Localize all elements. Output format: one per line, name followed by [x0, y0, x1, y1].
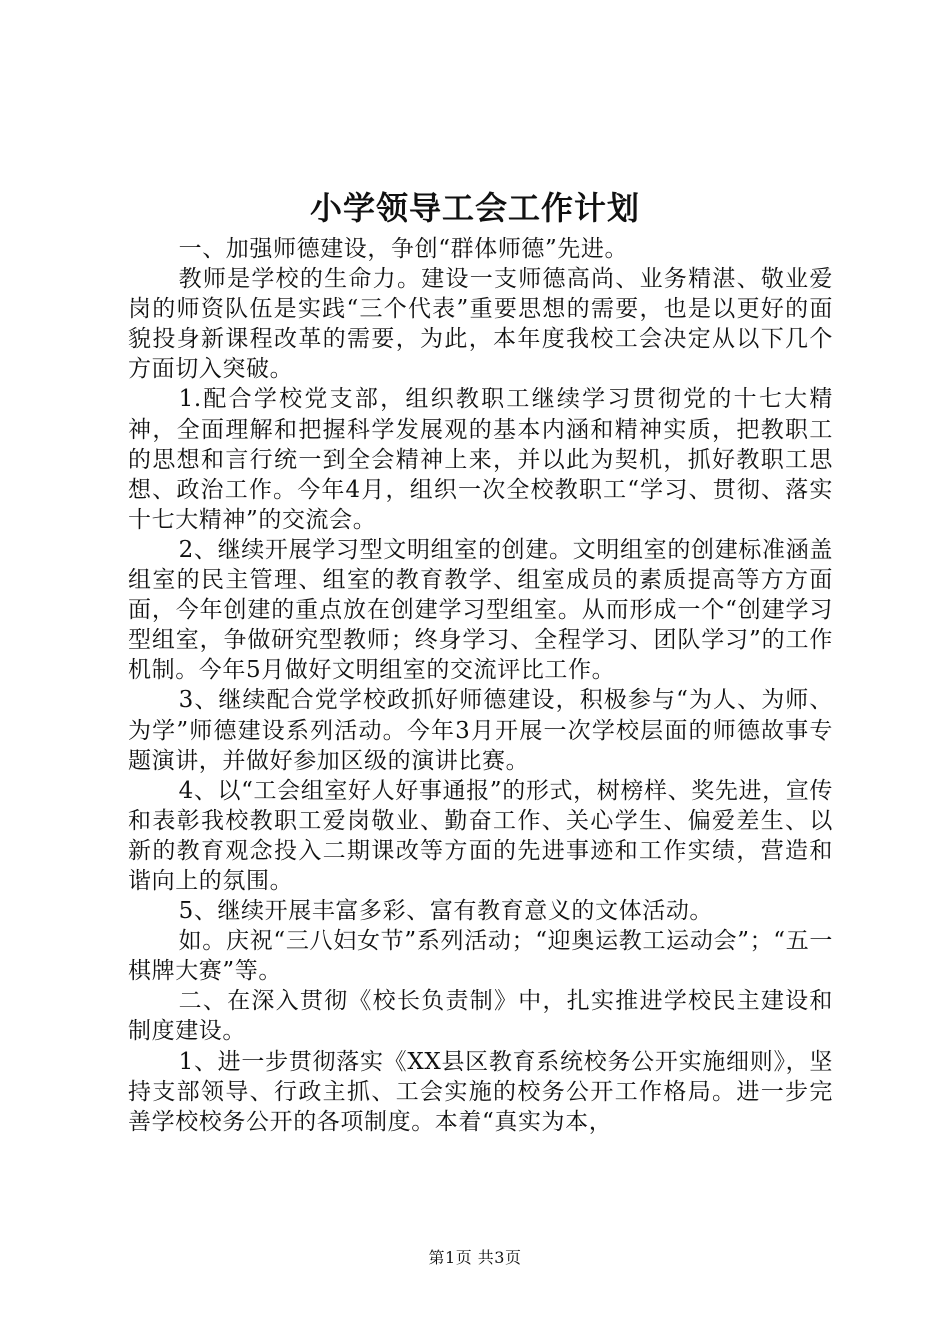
paragraph-item-3: 3、继续配合党学校政抓好师德建设，积极参与“为人、为师、为学”师德建设系列活动。今年3月开展一次学校层面的师德故事专题演讲，并做好参加区级的演讲比赛。 — [128, 687, 833, 774]
document-title: 小学领导工会工作计划 — [309, 189, 640, 227]
paragraph-intro: 教师是学校的生命力。建设一支师德高尚、业务精湛、敬业爱岗的师资队伍是实践“三个代表”重要思想的需要，也是以更好的面貌投身新课程改革的需要，为此，本年度我校工会决定从以下几个方面切入突破。 — [128, 266, 833, 383]
paragraph-section-1-heading: 一、加强师德建设，争创“群体师德”先进。 — [178, 236, 629, 262]
paragraph-item-5: 5、继续开展丰富多彩、富有教育意义的文体活动。 — [178, 898, 714, 925]
paragraph-item-2: 2、继续开展学习型文明组室的创建。文明组室的创建标准涵盖组室的民主管理、组室的教育教学、组室成员的素质提高等方方面面，今年创建的重点放在创建学习型组室。从而形成一个“创建学习型组室，争做研究型教师；终身学习、全程学习、团队学习”的工作机制。今年5月做好文明组室的交流评比工作。 — [128, 536, 833, 684]
paragraph-section-2-item-1: 1、进一步贯彻落实《XX县区教育系统校务公开实施细则》，坚持支部领导、行政主抓、工会实施的校务公开工作格局。进一步完善学校校务公开的各项制度。本着“真实为本， — [128, 1048, 833, 1135]
paragraph-item-4: 4、以“工会组室好人好事通报”的形式，树榜样、奖先进，宣传和表彰我校教职工爱岗敬业、勤奋工作、关心学生、偏爱差生、以新的教育观念投入二期课改等方面的先进事迹和工作实绩，营造和谐向上的氛围。 — [128, 777, 833, 894]
paragraph-section-2-heading: 二、在深入贯彻《校长负责制》中，扎实推进学校民主建设和制度建设。 — [128, 988, 833, 1045]
page-footer: 第1页 共3页 — [428, 1248, 522, 1267]
document-body — [128, 234, 833, 1137]
paragraph-examples: 如。庆祝“三八妇女节”系列活动；“迎奥运教工运动会”；“五一棋牌大赛”等。 — [128, 928, 833, 985]
paragraph-item-1: 1.配合学校党支部，组织教职工继续学习贯彻党的十七大精神，全面理解和把握科学发展观的基本内涵和精神实质，把教职工的思想和言行统一到全会精神上来，并以此为契机，抓好教职工思想、政治工作。今年4月，组织一次全校教职工“学习、贯彻、落实十七大精神”的交流会。 — [128, 386, 833, 533]
